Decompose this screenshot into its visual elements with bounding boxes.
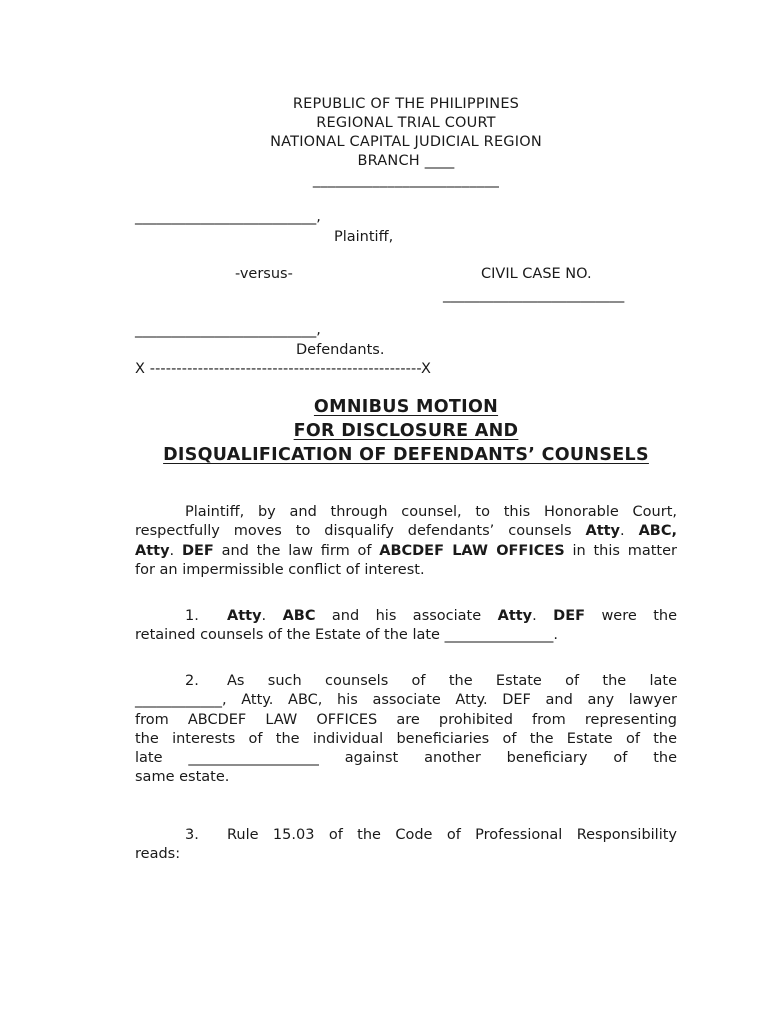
paragraph-3 xyxy=(135,826,677,865)
intro-abc: ABC, xyxy=(638,523,678,540)
p2-line-1: As such counsels of the Estate of the late xyxy=(227,673,677,689)
p1-were-the: were the xyxy=(585,608,678,624)
intro-line-1: Plaintiff, by and through counsel, to this Honorable Court, xyxy=(185,504,677,520)
intro-law-firm-text: and the law firm of xyxy=(213,542,380,559)
intro-period-2: . xyxy=(169,542,182,559)
civil-case-blank: _________________________ xyxy=(443,287,625,303)
intro-matter-text: in this matter xyxy=(564,542,677,559)
paragraph-3-number: 3. xyxy=(185,827,199,843)
header-branch: BRANCH ____ xyxy=(357,153,455,169)
versus-label: -versus- xyxy=(235,266,293,282)
p2-line-2: ____________, Atty. ABC, his associate Atty. DEF and any lawyer xyxy=(135,692,677,709)
p1-associate-text: and his associate xyxy=(315,608,498,624)
p1-atty-2: Atty xyxy=(497,608,533,624)
p2-line-4: the interests of the individual beneficiaries of the Estate of the xyxy=(135,730,677,747)
intro-line-4: for an impermissible conflict of interest. xyxy=(135,561,425,578)
p2-line-3: from ABCDEF LAW OFFICES are prohibited from representing xyxy=(135,711,677,728)
p1-line-2: retained counsels of the Estate of the late _______________. xyxy=(135,627,558,644)
paragraph-1-number: 1. xyxy=(185,608,199,624)
defendant-label: Defendants. xyxy=(296,342,385,358)
p3-line-1: Rule 15.03 of the Code of Professional Responsibility xyxy=(227,827,677,843)
p2-line-6: same estate. xyxy=(135,769,230,786)
intro-atty-2: Atty xyxy=(135,542,170,559)
plaintiff-blank: _________________________, xyxy=(135,209,321,225)
intro-def: DEF xyxy=(181,542,214,559)
header-republic: REPUBLIC OF THE PHILIPPINES xyxy=(292,96,520,112)
intro-paragraph xyxy=(135,503,677,580)
plaintiff-label: Plaintiff, xyxy=(334,229,394,245)
defendant-blank: _________________________, xyxy=(135,322,321,338)
header-location-blank: _________________________ xyxy=(312,172,500,188)
intro-line-2: respectfully moves to disqualify defendants’ counsels xyxy=(135,523,572,540)
intro-law-offices: ABCDEF LAW OFFICES xyxy=(379,542,565,559)
p1-period-2: . xyxy=(532,608,554,624)
p3-line-2: reads: xyxy=(135,846,181,863)
paragraph-1 xyxy=(135,607,677,646)
intro-period-1: . xyxy=(620,523,625,540)
header-court: REGIONAL TRIAL COURT xyxy=(316,115,496,131)
motion-title-line1: OMNIBUS MOTION xyxy=(313,397,499,417)
header-region: NATIONAL CAPITAL JUDICIAL REGION xyxy=(270,134,542,150)
p1-def: DEF xyxy=(553,608,586,624)
p1-abc: ABC xyxy=(282,608,316,624)
p1-atty-1: Atty xyxy=(227,608,262,624)
motion-title-line2: FOR DISCLOSURE AND xyxy=(293,421,519,441)
paragraph-2-number: 2. xyxy=(185,673,199,689)
p2-line-5: late __________________ against another beneficiary of the xyxy=(135,750,677,767)
p1-period-1: . xyxy=(261,608,283,624)
caption-separator: X ---------------------------------------------------X xyxy=(135,361,431,377)
intro-atty-1: Atty xyxy=(585,523,621,540)
motion-title-line3: DISQUALIFICATION OF DEFENDANTS’ COUNSELS xyxy=(163,445,649,465)
paragraph-2 xyxy=(135,672,677,788)
civil-case-label: CIVIL CASE NO. xyxy=(481,266,592,282)
